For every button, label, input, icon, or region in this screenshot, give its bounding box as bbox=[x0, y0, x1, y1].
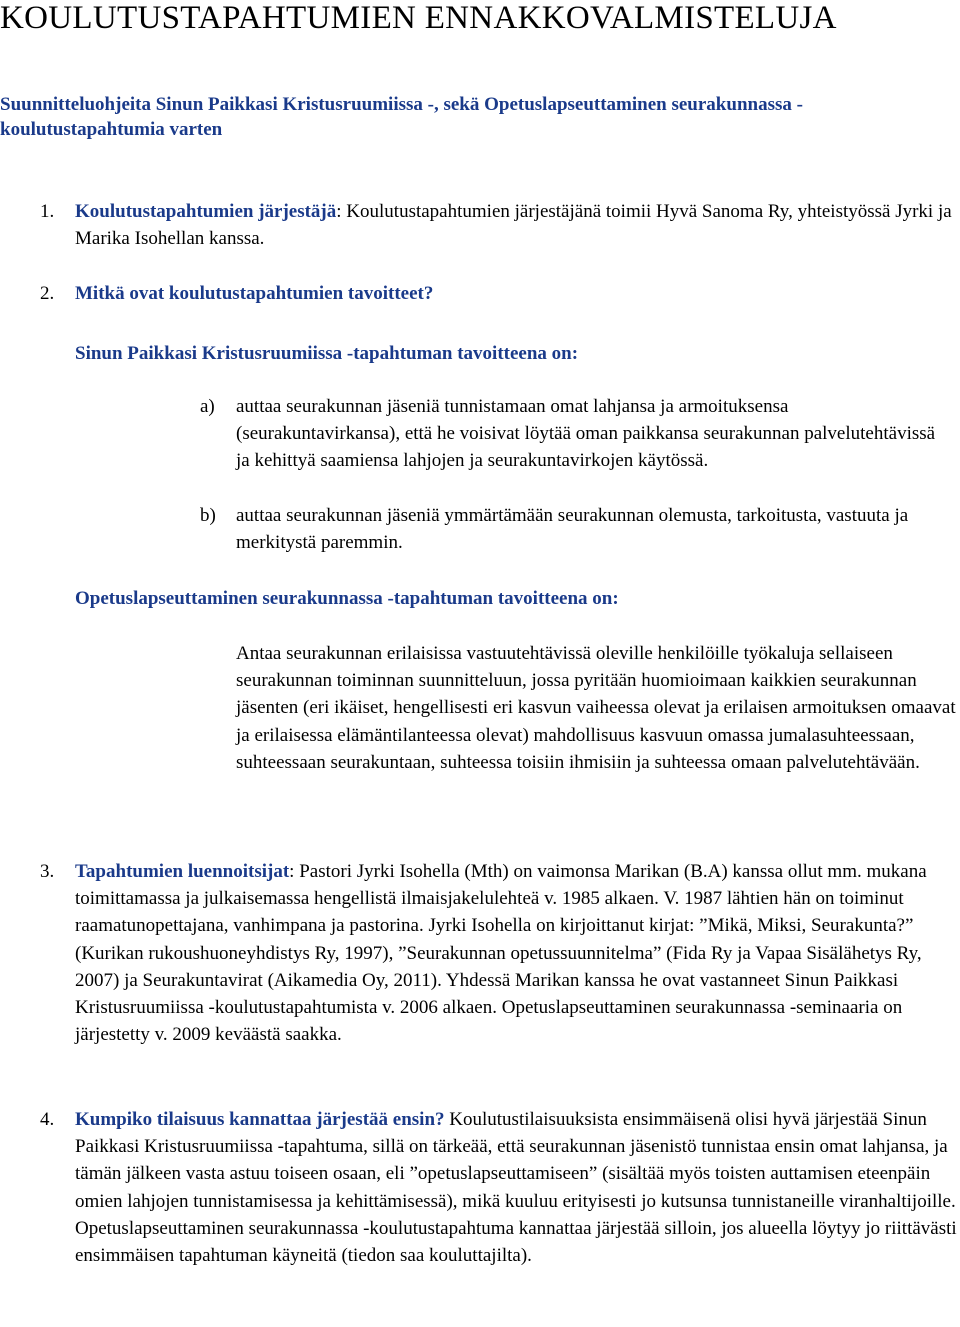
section-number: 3. bbox=[40, 861, 55, 882]
section-body bbox=[75, 858, 958, 1048]
section-lead: Koulutustapahtumien järjestäjä bbox=[75, 201, 337, 222]
opetuslapseuttaminen-goals-heading: Opetuslapseuttaminen seurakunnassa -tapahtuman tavoitteena on: bbox=[75, 588, 619, 609]
document-subtitle: Suunnitteluohjeita Sinun Paikkasi Kristusruumiissa -, sekä Opetuslapseuttaminen seurakunnassa -koulutustapahtumia varten bbox=[0, 94, 803, 140]
section-number: 4. bbox=[40, 1109, 55, 1130]
goal-item-b bbox=[200, 502, 940, 556]
section-body bbox=[75, 1106, 958, 1269]
section-number: 2. bbox=[40, 283, 55, 304]
goal-letter: a) bbox=[200, 396, 215, 417]
section-text: Koulutustilaisuuksista ensimmäisenä olisi hyvä järjestää Sinun Paikkasi Kristusruumiissa -tapahtuma, sillä on tärkeää, että seurakunnan jäsenistö tunnistaa ensin omat lahjansa, ja tämän jälkeen vasta astuu toiseen osaan, eli ”opetuslapseuttamiseen” (sisältää myös toisten auttamisen eteenpäin omien lahjojen tunnistamisessa ja kehittämisessä), mikä kuuluu erityisesti jo kutsunsa tunnistaneille viranhaltijoille. Opetuslapseuttaminen seurakunnassa -koulutustapahtuma kannattaa järjestää silloin, jos alueella löytyy jo riittävästi ensimmäisen tapahtuman käyneitä (tiedon saa kouluttajilta). bbox=[75, 1109, 957, 1267]
section-which-first bbox=[40, 1106, 958, 1269]
goal-item-a bbox=[200, 393, 940, 475]
section-organizer bbox=[40, 198, 958, 252]
section-number: 1. bbox=[40, 201, 55, 222]
goal-text: auttaa seurakunnan jäseniä tunnistamaan omat lahjansa ja armoituksensa (seurakuntavirkansa), että he voisivat löytää oman paikkansa seurakunnan palvelutehtävissä ja kehittyä saamiensa lahjojen ja seurakuntavirkojen käytössä. bbox=[236, 396, 936, 472]
sinun-paikkasi-goals-heading: Sinun Paikkasi Kristusruumiissa -tapahtuman tavoitteena on: bbox=[75, 343, 579, 364]
section-goals bbox=[40, 280, 958, 307]
document-title: KOULUTUSTAPAHTUMIEN ENNAKKOVALMISTELUJA bbox=[0, 0, 837, 36]
section-lead: Tapahtumien luennoitsijat bbox=[75, 861, 290, 882]
section-lecturers bbox=[40, 858, 958, 1048]
goal-letter: b) bbox=[200, 505, 216, 526]
section-lead: Kumpiko tilaisuus kannattaa järjestää ensin? bbox=[75, 1109, 445, 1130]
goal-text: auttaa seurakunnan jäseniä ymmärtämään seurakunnan olemusta, tarkoitusta, vastuuta ja merkitystä paremmin. bbox=[236, 505, 909, 554]
section-text: : Pastori Jyrki Isohella (Mth) on vaimonsa Marikan (B.A) kanssa ollut mm. mukana toimittamassa ja julkaisemassa hengellistä ilmaisjakelulehteä v. 1985 alkaen. V. 1987 lähtien hän on toiminut raamatunopettajana, vanhimpana ja pastorina. Jyrki Isohella on kirjoittanut kirjat: ”Mikä, Miksi, Seurakunta?” (Kurikan rukoushuoneyhdistys Ry, 1997), ”Seurakunnan opetussuunnitelma” (Fida Ry ja Vapaa Sisälähetys Ry, 2007) ja Seurakuntavirat (Aikamedia Oy, 2011). Yhdessä Marikan kanssa he ovat vastanneet Sinun Paikkasi Kristusruumiissa -koulutustapahtumista v. 2006 alkaen. Opetuslapseuttaminen seurakunnassa -seminaaria on järjestetty v. 2009 keväästä saakka. bbox=[75, 861, 927, 1046]
section-text: : Koulutustapahtumien järjestäjänä toimii Hyvä Sanoma Ry, yhteistyössä Jyrki ja Marika Isohellan kanssa. bbox=[75, 201, 952, 250]
section-body bbox=[75, 198, 958, 252]
opetuslapseuttaminen-goals-text: Antaa seurakunnan erilaisissa vastuutehtävissä oleville henkilöille työkaluja sellaiseen seurakunnan toiminnan suunnitteluun, jossa pyritään huomioimaan kaikkien seurakunnan jäsenten (eri ikäiset, hengellisesti eri kasvun vaiheessa olevat ja erilaisen armoituksen omaavat ja erilaisessa elämäntilanteessa olevat) mahdollisuus kasvuun omassa jumalasuhteessaan, suhteessaan seurakuntaan, suhteessa toisiin ihmisiin ja suhteessa omaan palvelutehtävään. bbox=[236, 643, 956, 773]
section-lead: Mitkä ovat koulutustapahtumien tavoitteet? bbox=[75, 283, 434, 304]
section-body bbox=[75, 280, 958, 307]
